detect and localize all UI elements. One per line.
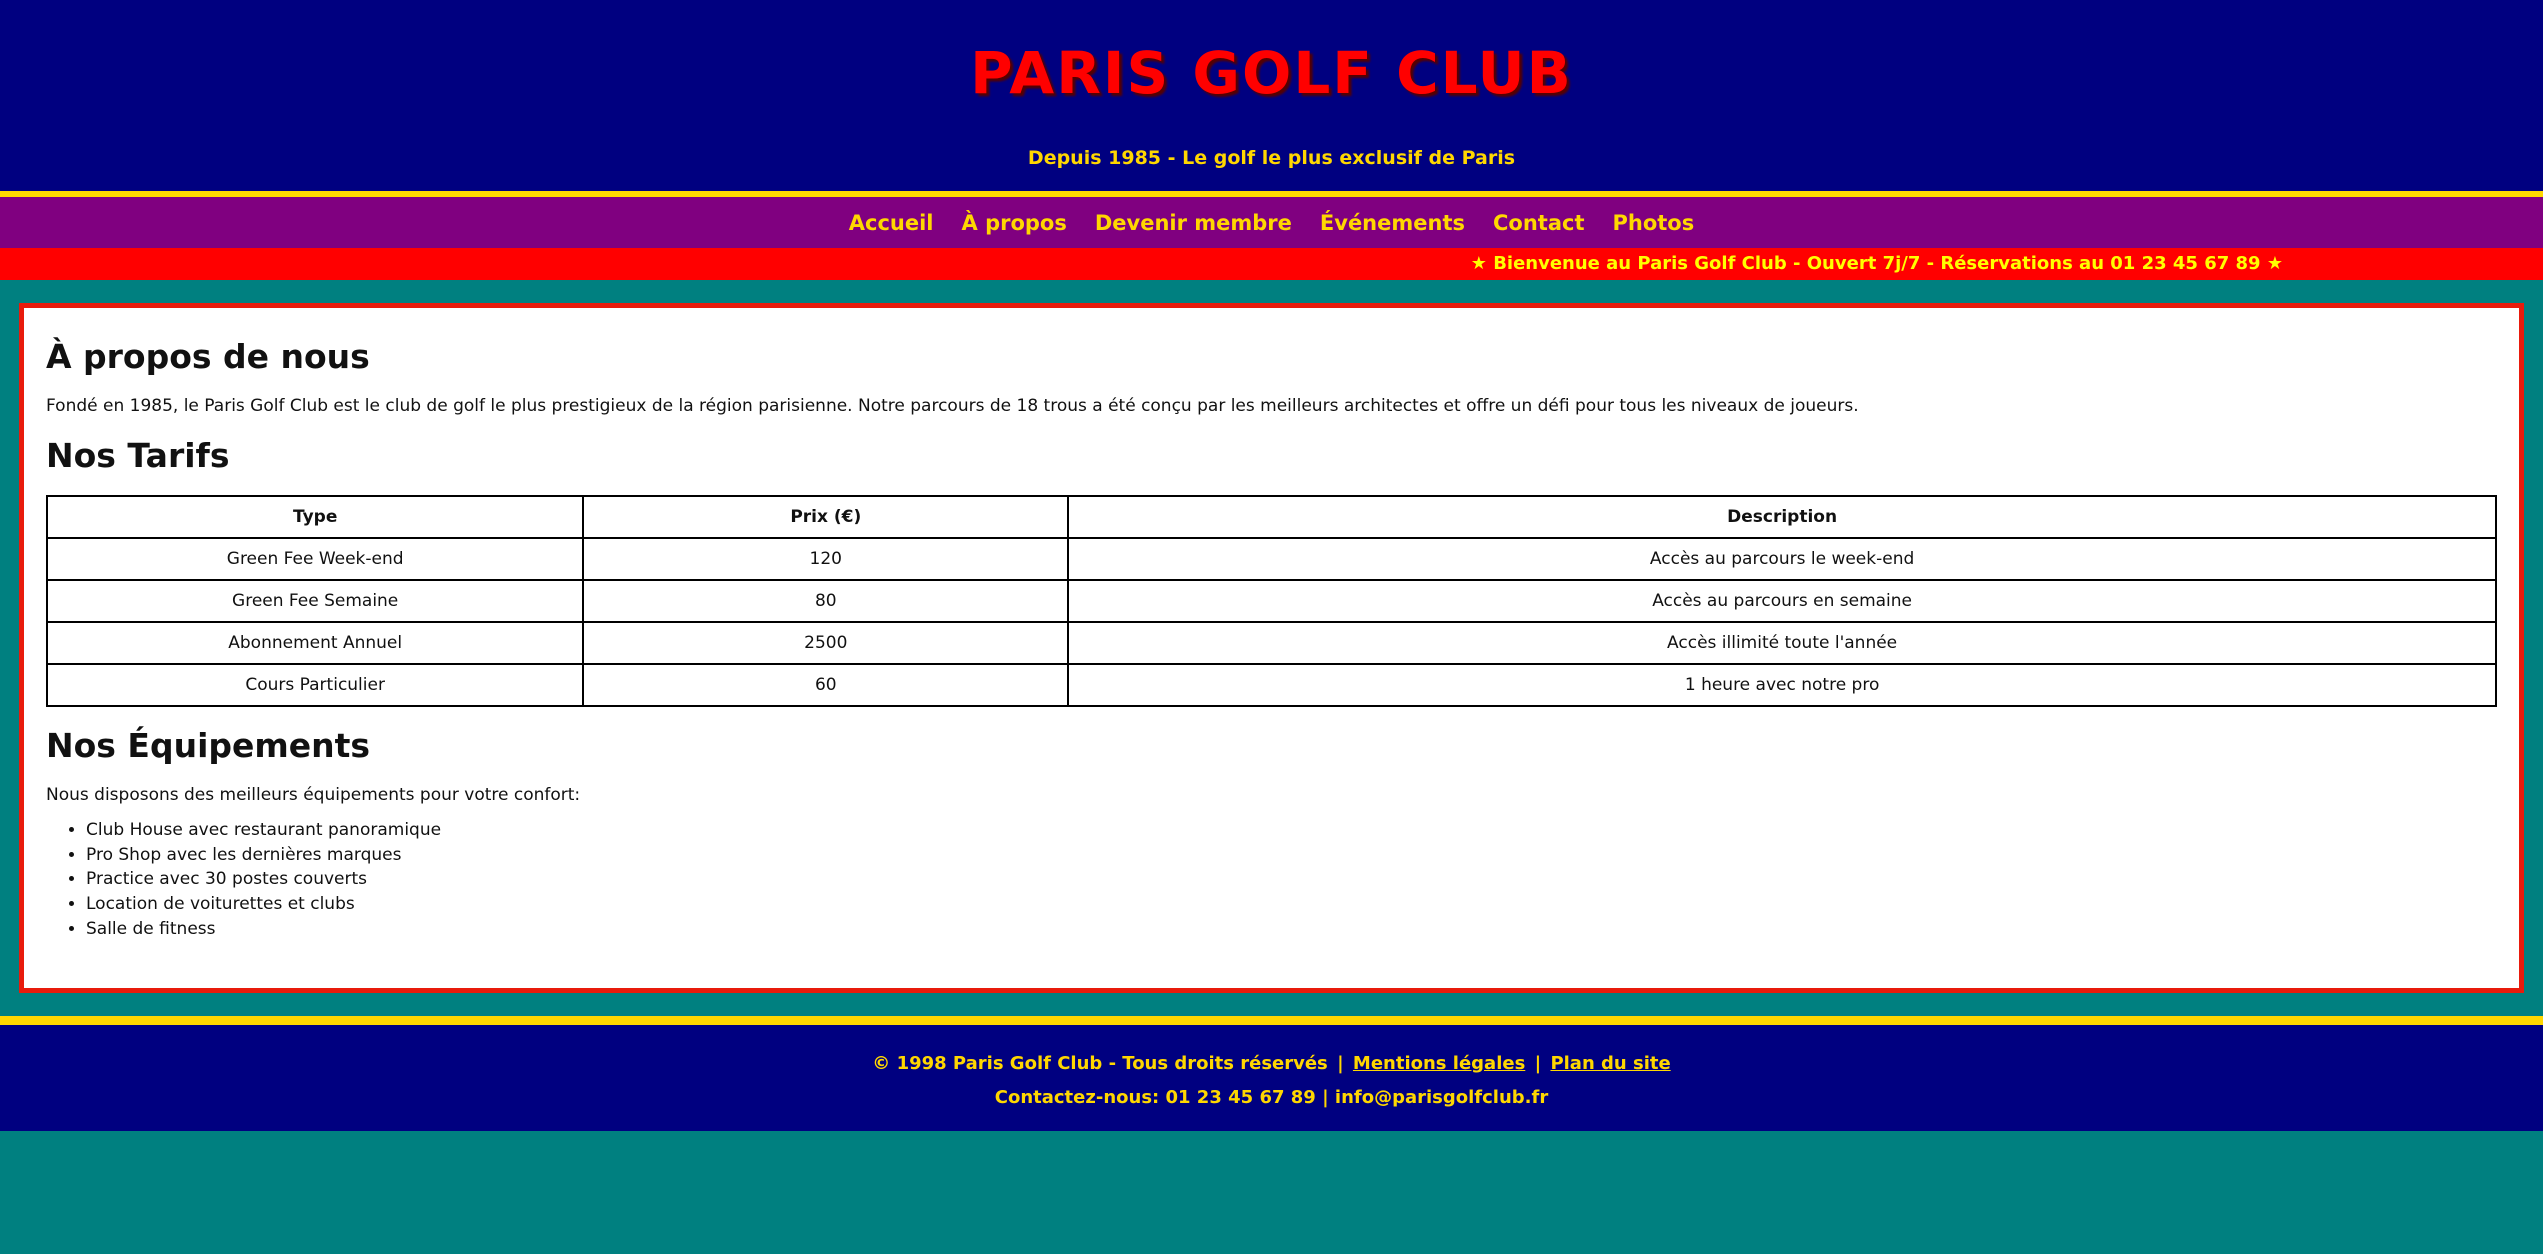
tarifs-heading: Nos Tarifs: [46, 436, 230, 476]
table-header-row: [47, 496, 2496, 538]
cell-price: 60: [583, 664, 1068, 706]
about-heading: À propos de nous: [46, 337, 370, 376]
marquee-text: ★ Bienvenue au Paris Golf Club - Ouvert 7j/7 - Réservations au 01 23 45 67 89 ★: [1470, 253, 2283, 274]
table-row: [47, 622, 2496, 664]
nav-item-evenements[interactable]: Événements: [1319, 210, 1465, 235]
content-panel: [19, 303, 2524, 993]
cell-type: Green Fee Week-end: [47, 538, 583, 580]
site-footer: [0, 1016, 2543, 1131]
cell-type: Cours Particulier: [47, 664, 583, 706]
table-row: [47, 580, 2496, 622]
pricing-table: [46, 495, 2497, 707]
announcement-marquee: [0, 248, 2543, 280]
cell-type: Green Fee Semaine: [47, 580, 583, 622]
cell-price: 2500: [583, 622, 1068, 664]
footer-copyright-text: © 1998 Paris Golf Club - Tous droits réservés: [872, 1053, 1328, 1074]
list-item: • Location de voiturettes et clubs: [86, 892, 2497, 917]
about-paragraph: Fondé en 1985, le Paris Golf Club est le club de golf le plus prestigieux de la région parisienne. Notre parcours de 18 trous a été conçu par les meilleurs architectes et offre un défi pour tous les niveaux de joueurs.: [46, 396, 1859, 417]
site-header: [0, 0, 2543, 197]
list-item: • Salle de fitness: [86, 917, 2497, 942]
column-header-price: Prix (€): [583, 496, 1068, 538]
footer-contact-line: Contactez-nous: 01 23 45 67 89 | info@parisgolfclub.fr: [994, 1087, 1549, 1108]
nav-item-devenir-membre[interactable]: Devenir membre: [1094, 210, 1292, 235]
site-tagline: Depuis 1985 - Le golf le plus exclusif de Paris: [1027, 147, 1516, 169]
column-header-type: Type: [47, 496, 583, 538]
cell-description: Accès illimité toute l'année: [1068, 622, 2496, 664]
cell-description: Accès au parcours en semaine: [1068, 580, 2496, 622]
equipements-intro: Nous disposons des meilleurs équipements pour votre confort:: [46, 784, 581, 805]
footer-link-mentions-legales[interactable]: Mentions légales: [1352, 1053, 1526, 1074]
cell-description: 1 heure avec notre pro: [1068, 664, 2496, 706]
facility-list: [46, 818, 2497, 941]
list-item: • Practice avec 30 postes couverts: [86, 867, 2497, 892]
footer-link-plan-du-site[interactable]: Plan du site: [1550, 1053, 1671, 1074]
content-wrapper: [0, 280, 2543, 993]
table-row: [47, 664, 2496, 706]
cell-price: 120: [583, 538, 1068, 580]
page-title: PARIS GOLF CLUB: [970, 39, 1573, 107]
footer-separator: |: [1337, 1053, 1344, 1074]
cell-description: Accès au parcours le week-end: [1068, 538, 2496, 580]
cell-price: 80: [583, 580, 1068, 622]
list-item: • Pro Shop avec les dernières marques: [86, 843, 2497, 868]
nav-item-a-propos[interactable]: À propos: [961, 210, 1067, 235]
footer-copyright-line: [0, 1025, 2543, 1074]
table-row: [47, 538, 2496, 580]
nav-item-contact[interactable]: Contact: [1493, 210, 1585, 235]
list-item: • Club House avec restaurant panoramique: [86, 818, 2497, 843]
nav-item-photos[interactable]: Photos: [1612, 210, 1695, 235]
equipements-heading: Nos Équipements: [46, 725, 371, 765]
cell-type: Abonnement Annuel: [47, 622, 583, 664]
main-navigation: [0, 197, 2543, 248]
nav-item-accueil[interactable]: Accueil: [848, 210, 934, 235]
footer-separator: |: [1534, 1053, 1542, 1074]
pricing-table-head: [47, 496, 2496, 538]
column-header-description: Description: [1068, 496, 2496, 538]
pricing-table-body: [47, 538, 2496, 706]
